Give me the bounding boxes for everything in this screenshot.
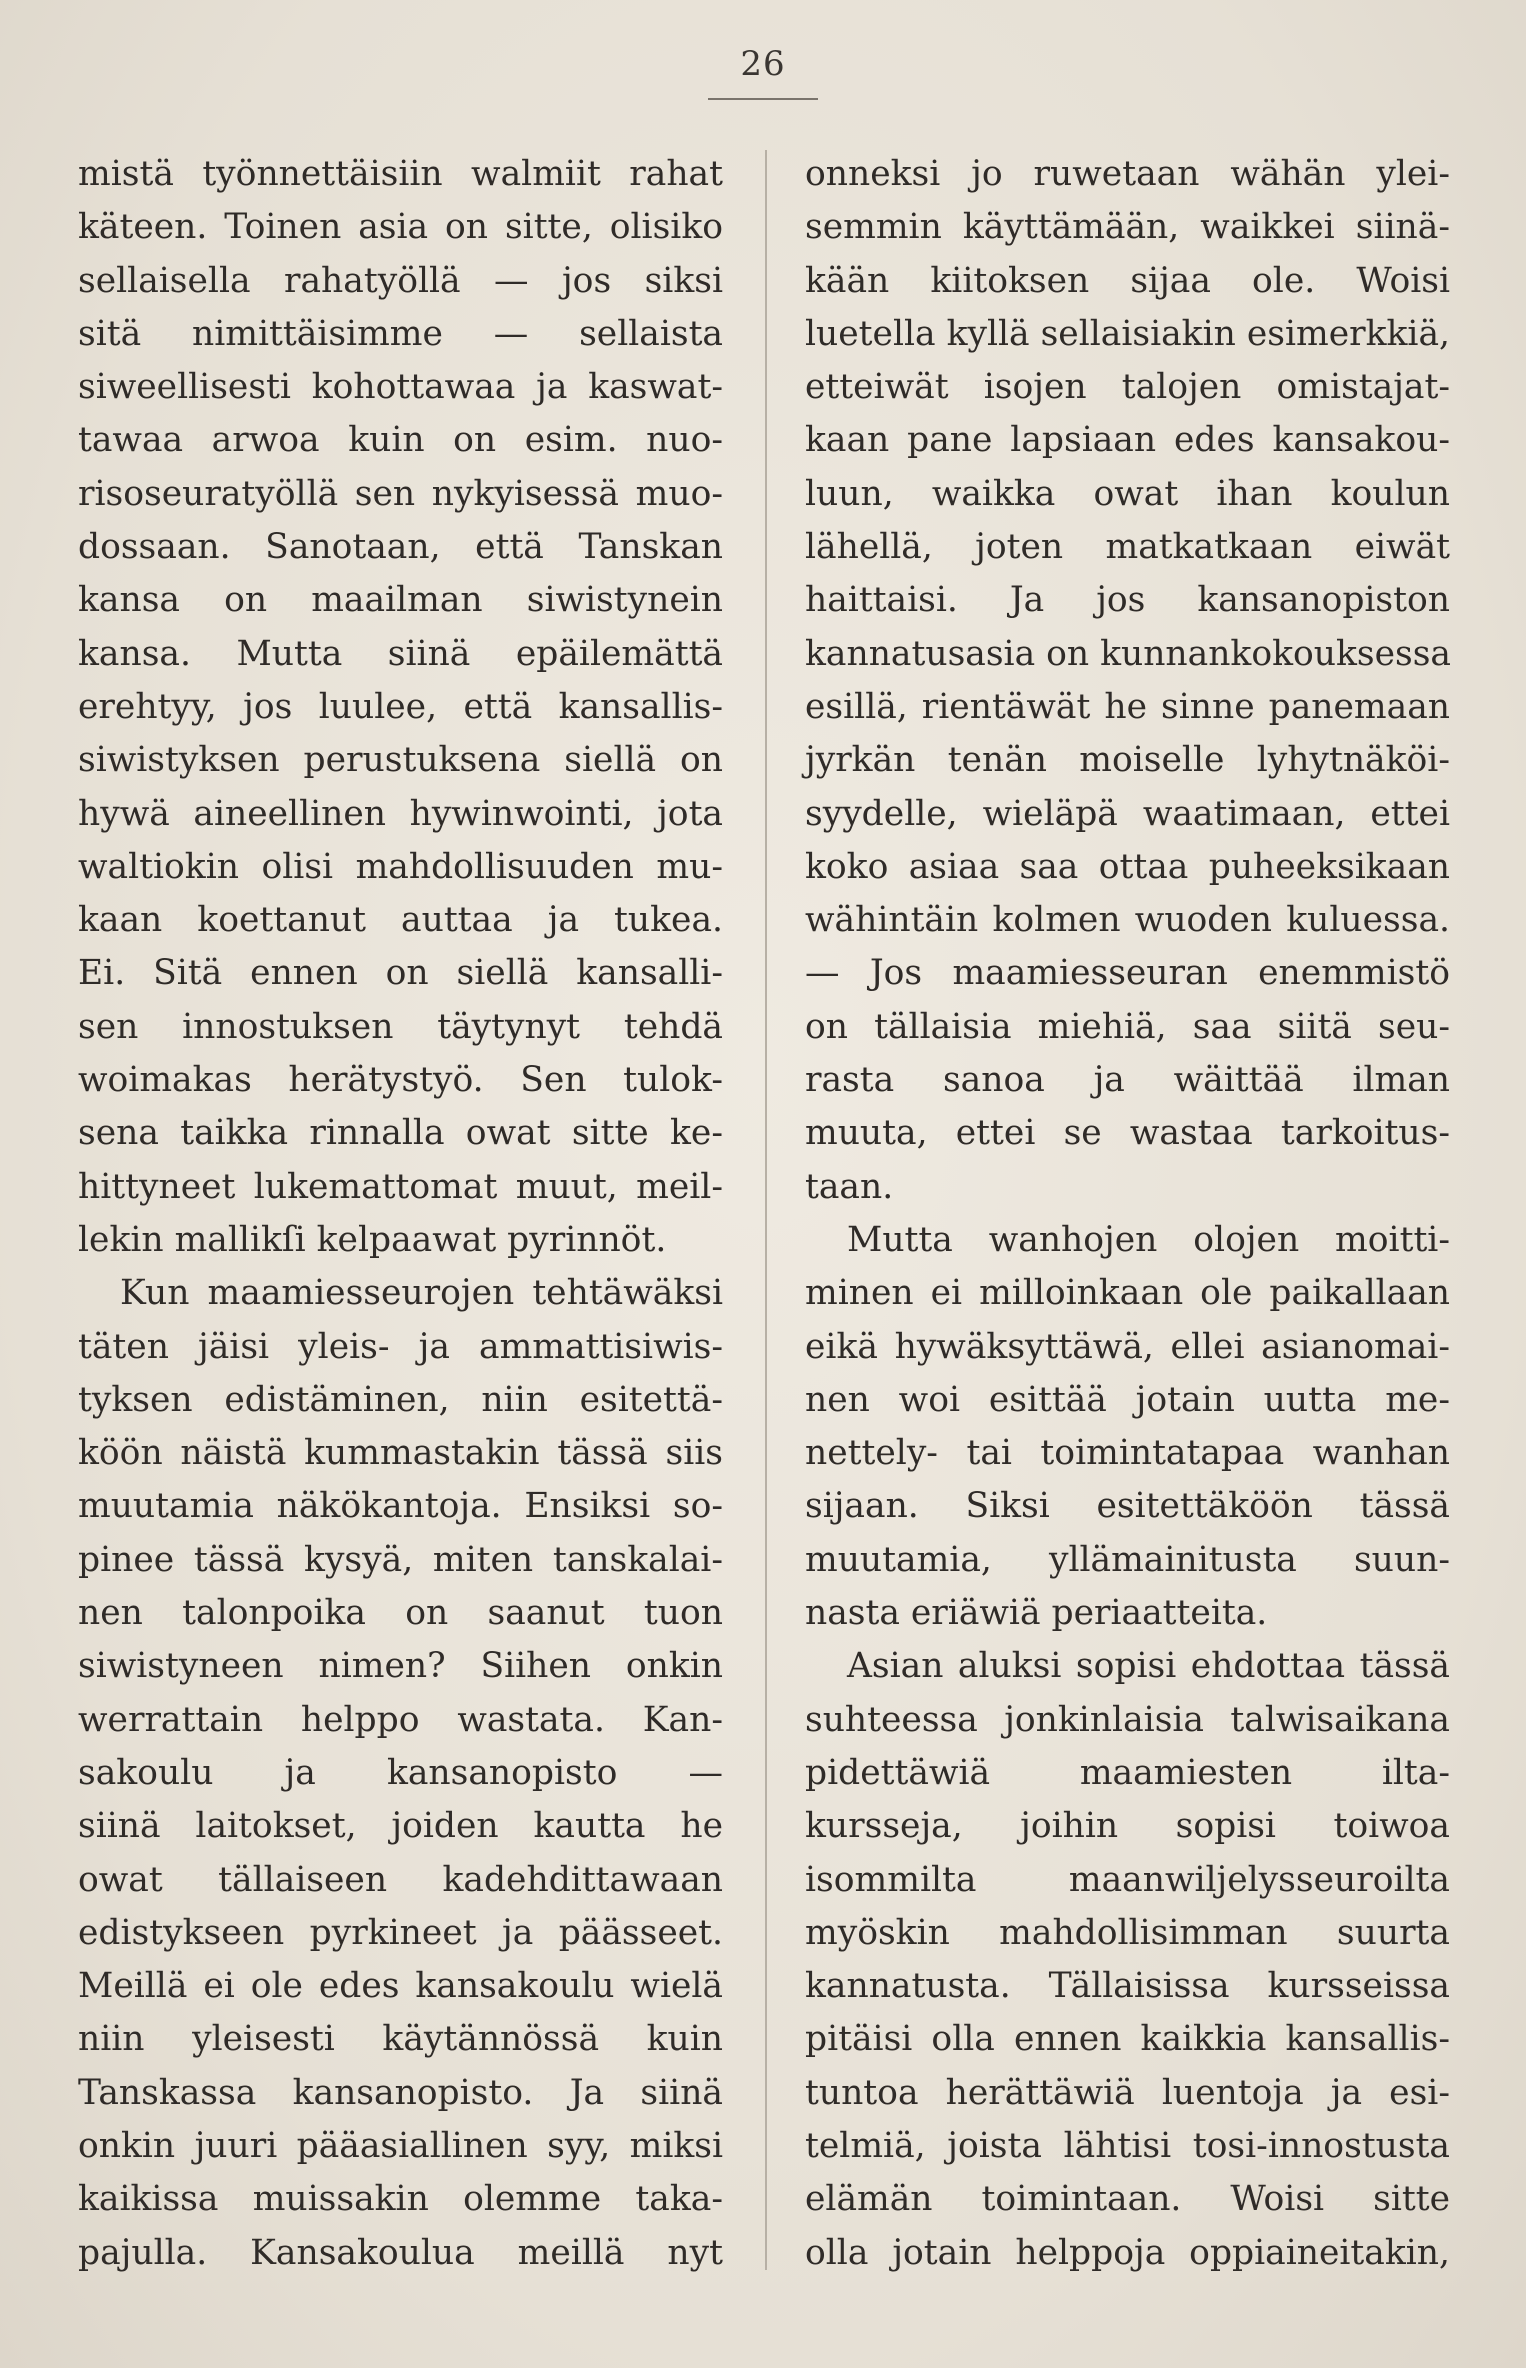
text-line: sitä nimittäisimme — sellaista [78, 313, 723, 354]
text-line: esillä, rientäwät he sinne panemaan [805, 686, 1450, 727]
text-line: Ei. Sitä ennen on siellä kansalli- [78, 953, 723, 994]
text-line: onneksi jo ruwetaan wähän ylei- [805, 154, 1450, 194]
text-line: kannatusta. Tällaisissa kursseissa [805, 1966, 1450, 2007]
text-line: kaan koettanut auttaa ja tukea. [78, 900, 723, 941]
text-line: etteiwät isojen talojen omistajat- [805, 367, 1450, 408]
text-line: Meillä ei ole edes kansakoulu wielä [78, 1966, 723, 2007]
text-line: siwistyneen nimen? Siihen onkin [78, 1646, 723, 1687]
text-line: muuta, ettei se wastaa tarkoitus- [805, 1113, 1450, 1154]
text-line: hywä aineellinen hywinwointi, jota [78, 793, 723, 834]
text-line: Mutta wanhojen olojen moitti- [847, 1219, 1450, 1260]
text-line: jyrkän tenän moiselle lyhytnäköi- [805, 740, 1450, 781]
text-line: elämän toimintaan. Woisi sitte [805, 2179, 1450, 2220]
text-line: nen talonpoika on saanut tuon [78, 1593, 723, 1634]
text-line: telmiä, joista lähtisi tosi-innostusta [805, 2125, 1450, 2166]
text-line: erehtyy, jos luulee, että kansallis- [78, 686, 723, 727]
text-line: — Jos maamiesseuran enemmistö [805, 953, 1450, 994]
text-line: rasta sanoa ja wäittää ilman [805, 1060, 1450, 1101]
text-line: lekin mallikſi kelpaawat pyrinnöt. [78, 1219, 667, 1260]
text-line: edistykseen pyrkineet ja päässeet. [78, 1912, 723, 1953]
text-line: köön näistä kummastakin tässä siis [78, 1433, 723, 1474]
text-line: Kun maamiesseurojen tehtäwäksi [120, 1273, 723, 1314]
text-line: sena taikka rinnalla owat sitte ke- [78, 1113, 723, 1154]
right-text-column [805, 148, 1450, 2280]
text-line: käteen. Toinen asia on sitte, olisiko [78, 207, 723, 248]
text-line: pinee tässä kysyä, miten tanskalai- [78, 1539, 723, 1580]
text-line: syydelle, wieläpä waatimaan, ettei [805, 793, 1450, 834]
text-line: täten jäisi yleis- ja ammattisiwis- [78, 1326, 723, 1367]
text-line: tuntoa herättäwiä luentoja ja esi- [805, 2072, 1450, 2113]
text-line: isommilta maanwiljelysseuroilta [805, 1859, 1450, 1900]
text-line: sakoulu ja kansanopisto — [78, 1752, 723, 1793]
text-line: sijaan. Siksi esitettäköön tässä [805, 1486, 1450, 1527]
text-line: sellaisella rahatyöllä — jos siksi [78, 260, 723, 301]
text-line: siinä laitokset, joiden kautta he [78, 1806, 723, 1847]
left-text-column [78, 148, 723, 2280]
column-divider [765, 150, 767, 2270]
text-line: olla jotain helppoja oppiaineitakin, [805, 2232, 1450, 2273]
text-line: minen ei milloinkaan ole paikallaan [805, 1273, 1450, 1314]
text-line: on tällaisia miehiä, saa siitä seu- [805, 1006, 1450, 1047]
text-line: nen woi esittää jotain uutta me- [805, 1379, 1450, 1420]
text-line: mistä työnnettäisiin walmiit rahat [78, 154, 723, 194]
text-line: siwistyksen perustuksena siellä on [78, 740, 723, 781]
text-line: semmin käyttämään, waikkei siinä- [805, 207, 1450, 248]
text-line: hittyneet lukemattomat muut, meil- [78, 1166, 723, 1207]
text-line: nasta eriäwiä periaatteita. [805, 1593, 1268, 1634]
text-line: siweellisesti kohottawaa ja kaswat- [78, 367, 723, 408]
text-line: risoseuratyöllä sen nykyisessä muo- [78, 473, 723, 514]
page-number: 26 [740, 44, 786, 84]
text-line: pitäisi olla ennen kaikkia kansallis- [805, 2019, 1450, 2060]
text-line: suhteessa jonkinlaisia talwisaikana [805, 1699, 1450, 1740]
text-line: muutamia, yllämainitusta suun- [805, 1539, 1450, 1580]
text-line: Tanskassa kansanopisto. Ja siinä [78, 2072, 723, 2113]
text-line: kannatusasia on kunnankokouksessa [805, 633, 1451, 674]
text-line: kursseja, joihin sopisi toiwoa [805, 1806, 1450, 1847]
text-line: waltiokin olisi mahdollisuuden mu- [78, 846, 723, 887]
text-line: luun, waikka owat ihan koulun [805, 473, 1450, 514]
text-line: tyksen edistäminen, niin esitettä- [78, 1379, 723, 1420]
text-line: Asian aluksi sopisi ehdottaa tässä [847, 1646, 1450, 1687]
text-line: onkin juuri pääasiallinen syy, miksi [78, 2125, 723, 2166]
text-line: woimakas herätystyö. Sen tulok- [78, 1060, 723, 1101]
text-line: haittaisi. Ja jos kansanopiston [805, 580, 1450, 621]
text-line: owat tällaiseen kadehdittawaan [78, 1859, 723, 1900]
text-line: kään kiitoksen sijaa ole. Woisi [805, 260, 1450, 301]
text-line: tawaa arwoa kuin on esim. nuo- [78, 420, 723, 461]
text-line: niin yleisesti käytännössä kuin [78, 2019, 723, 2060]
text-line: kansa. Mutta siinä epäilemättä [78, 633, 723, 674]
text-line: koko asiaa saa ottaa puheeksikaan [805, 846, 1450, 887]
text-line: taan. [805, 1166, 894, 1207]
text-line: nettely- tai toimintatapaa wanhan [805, 1433, 1450, 1474]
text-line: luetella kyllä sellaisiakin esimerkkiä, [805, 313, 1450, 354]
text-line: pidettäwiä maamiesten ilta- [805, 1752, 1450, 1793]
text-line: kansa on maailman siwistynein [78, 580, 723, 621]
text-line: myöskin mahdollisimman suurta [805, 1912, 1450, 1953]
text-line: lähellä, joten matkatkaan eiwät [805, 527, 1450, 568]
text-line: werrattain helppo wastata. Kan- [78, 1699, 723, 1740]
text-line: pajulla. Kansakoulua meillä nyt [78, 2232, 723, 2273]
text-line: kaan pane lapsiaan edes kansakou- [805, 420, 1450, 461]
text-line: muutamia näkökantoja. Ensiksi so- [78, 1486, 723, 1527]
text-line: sen innostuksen täytynyt tehdä [78, 1006, 723, 1047]
text-line: kaikissa muissakin olemme taka- [78, 2179, 723, 2220]
header-rule [708, 98, 818, 100]
text-line: eikä hywäksyttäwä, ellei asianomai- [805, 1326, 1450, 1367]
text-line: wähintäin kolmen wuoden kuluessa. [805, 900, 1450, 941]
text-line: dossaan. Sanotaan, että Tanskan [78, 527, 723, 568]
